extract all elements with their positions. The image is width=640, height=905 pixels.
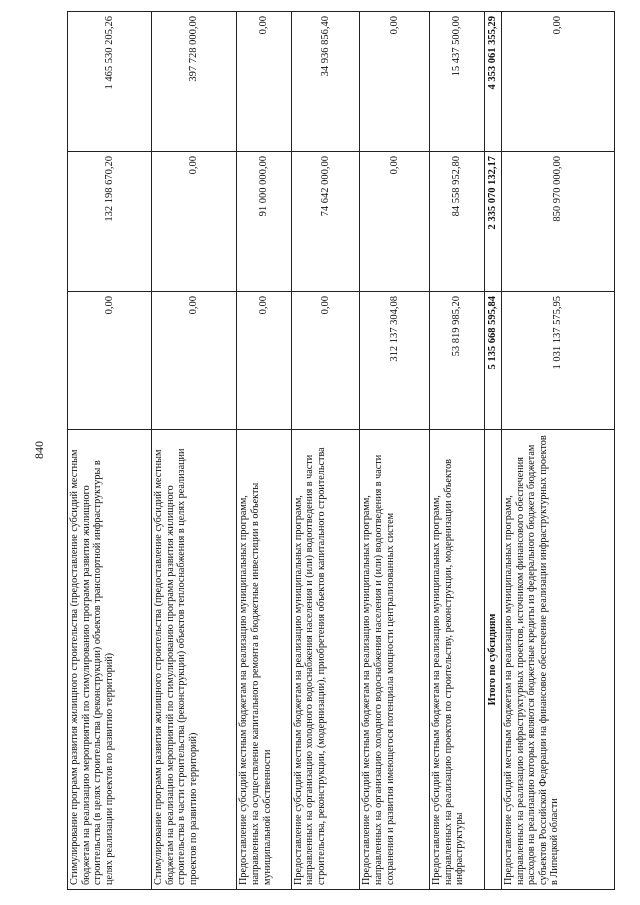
row-value-2: 0,00 [152, 152, 237, 292]
row-description: Стимулирование программ развития жилищного строительства (предоставление субсидий местным бюджетам на реализацию мероприятий по стимулированию программ развития жилищного строительства в части строительства (реконструкции) объектов теплоснабжения в целях реализации проектов по развитию территорий) [152, 430, 237, 890]
row-value-2: 0,00 [360, 152, 430, 292]
row-value-1: 1 031 137 575,95 [502, 292, 615, 430]
row-value-2: 91 000 000,00 [237, 152, 291, 292]
table-row [360, 12, 430, 890]
row-value-3: 0,00 [237, 12, 291, 152]
total-label: Итого по субсидиям [484, 430, 501, 890]
subsidies-table [67, 11, 615, 890]
total-value-3: 4 353 061 355,29 [484, 12, 501, 152]
row-value-1: 312 137 304,08 [360, 292, 430, 430]
table-row [430, 12, 484, 890]
page-number: 840 [32, 441, 46, 459]
row-description: Предоставление субсидий местным бюджетам на реализацию муниципальных программ, направленных на организацию холодного водоснабжения населения и (или) водоотведения в части сохранения и развития имеющегося потенциала мощности централизованных систем [360, 430, 430, 890]
row-value-2: 132 198 670,20 [68, 152, 152, 292]
row-value-1: 53 819 985,20 [430, 292, 484, 430]
row-value-2: 84 558 952,80 [430, 152, 484, 292]
total-value-1: 5 135 668 595,84 [484, 292, 501, 430]
row-value-3: 34 936 856,40 [291, 12, 360, 152]
row-description: Предоставление субсидий местным бюджетам на реализацию муниципальных программ, направленных на организацию холодного водоснабжения населения и (или) водоотведения в части строительства, реконструкции, (модернизации), приобретения объектов капитального строительства [291, 430, 360, 890]
row-value-3: 397 728 000,00 [152, 12, 237, 152]
row-description: Предоставление субсидий местным бюджетам на реализацию муниципальных программ, направленных на реализацию проектов по строительству, реконструкции, модернизации объектов инфраструктуры [430, 430, 484, 890]
row-description: Предоставление субсидий местным бюджетам на реализацию муниципальных программ, направленных на реализацию инфраструктурных проектов, источником финансового обеспечения расходов на реализацию которых являются бюджетные кредиты из федерального бюджета бюджетам субъектов Российской Федерации на финансовое обеспечение реализации инфраструктурных проектов в Липецкой области [502, 430, 615, 890]
total-value-2: 2 335 070 132,17 [484, 152, 501, 292]
row-value-3: 1 465 530 205,26 [68, 12, 152, 152]
row-value-2: 74 642 000,00 [291, 152, 360, 292]
row-description: Стимулирование программ развития жилищного строительства (предоставление субсидий местным бюджетам на реализацию мероприятий по стимулированию программ развития жилищного строительства (в целях строительства (реконструкции) объектов транспортной инфраструктуры в целях реализации проектов по развитию территорий) [68, 430, 152, 890]
table-row [291, 12, 360, 890]
row-value-1: 0,00 [291, 292, 360, 430]
table-row [237, 12, 291, 890]
row-value-1: 0,00 [152, 292, 237, 430]
table-row [68, 12, 152, 890]
row-value-1: 0,00 [68, 292, 152, 430]
row-value-2: 850 970 000,00 [502, 152, 615, 292]
table-row [152, 12, 237, 890]
total-row [484, 12, 501, 890]
row-value-3: 0,00 [502, 12, 615, 152]
table-row [502, 12, 615, 890]
row-value-3: 15 437 500,00 [430, 12, 484, 152]
rotated-table-container [67, 12, 615, 890]
row-value-3: 0,00 [360, 12, 430, 152]
row-value-1: 0,00 [237, 292, 291, 430]
row-description: Предоставление субсидий местным бюджетам на реализацию муниципальных программ, направленных на осуществление капитального ремонта в бюджетные инвестиции в объекты муниципальной собственности [237, 430, 291, 890]
